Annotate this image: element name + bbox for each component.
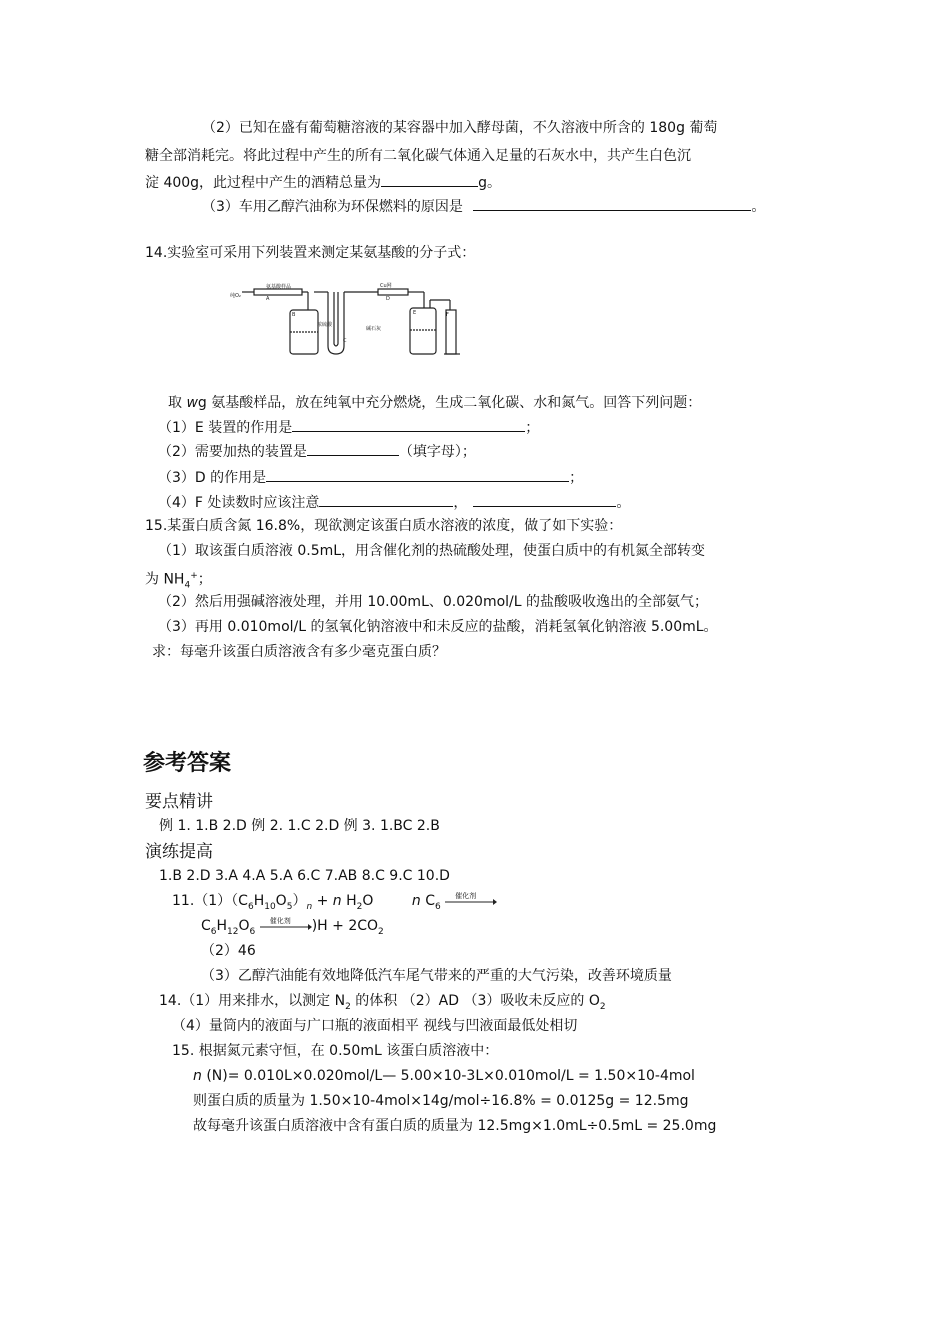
sub: 6 bbox=[210, 926, 217, 937]
answer-15-line4: 故每毫升该蛋白质溶液中含有蛋白质的质量为 12.5mg×1.0mL÷0.5mL = 25.0mg bbox=[193, 1118, 717, 1134]
q13-part2-line3 bbox=[145, 172, 501, 193]
txt: H bbox=[216, 918, 228, 934]
answers-heading: 参考答案 bbox=[143, 751, 232, 776]
txt: H bbox=[341, 893, 357, 909]
section-practice: 演练提高 bbox=[145, 842, 213, 862]
q14-intro bbox=[168, 393, 701, 413]
txt: ） bbox=[292, 893, 307, 909]
catalyst-label: 催化剂 bbox=[269, 917, 291, 925]
txt: O bbox=[238, 918, 250, 934]
q14-sub1-text: （1）E 装置的作用是 bbox=[158, 420, 293, 436]
q15-nh4-sup: + bbox=[190, 571, 198, 581]
answer-11-part1 bbox=[172, 891, 497, 917]
txt: 的体积 （2）AD （3）吸收未反应的 O bbox=[350, 993, 600, 1009]
q14-sub2-text: （2）需要加热的装置是 bbox=[158, 444, 307, 460]
answer-11-part3: （3）乙醇汽油能有效地降低汽车尾气带来的严重的大气污染，改善环境质量 bbox=[201, 968, 672, 984]
catalyst-label: 催化剂 bbox=[455, 892, 477, 900]
key-points-answers: 例 1. 1.B 2.D 例 2. 1.C 2.D 例 3. 1.BC 2.B bbox=[159, 818, 440, 834]
label-d: D bbox=[386, 296, 390, 302]
q13-part2-line3-text: 淀 400g，此过程中产生的酒精总量为 bbox=[145, 175, 382, 191]
q14-sub4-text: （4）F 处读数时应该注意 bbox=[158, 495, 320, 511]
label-e: E bbox=[413, 310, 417, 316]
q14-intro-w: w bbox=[186, 395, 198, 411]
q14-sub3-end: ； bbox=[569, 470, 584, 486]
q14-intro-pre: 取 bbox=[168, 395, 187, 411]
q14-title: 14.实验室可采用下列装置来测定某氨基酸的分子式： bbox=[145, 245, 476, 261]
q13-part3-text: （3）车用乙醇汽油称为环保燃料的原因是 bbox=[202, 199, 463, 215]
txt: )H + 2CO bbox=[311, 918, 379, 934]
label-amino-acid-sample: 氨基酸样品 bbox=[266, 284, 292, 290]
q15-question: 求：每毫升该蛋白质溶液含有多少毫克蛋白质？ bbox=[152, 644, 446, 660]
q14-intro-post: g 氨基酸样品，放在纯氧中充分燃烧，生成二氧化碳、水和氮气。回答下列问题： bbox=[197, 395, 702, 411]
label-b: B bbox=[292, 312, 296, 318]
q14-sub3 bbox=[158, 467, 583, 488]
q15-step3: （3）再用 0.010mol/L 的氢氧化钠溶液中和未反应的盐酸，消耗氢氧化钠溶液 5.00mL。 bbox=[158, 619, 718, 635]
q15-nh4-end: ； bbox=[197, 571, 212, 588]
txt: O bbox=[362, 893, 374, 909]
sub-n: n bbox=[306, 901, 313, 912]
n-coef: n bbox=[411, 893, 421, 909]
q15-nh4-sub: 4 bbox=[184, 580, 191, 591]
q13-part2-unit: g。 bbox=[478, 175, 501, 191]
sub: 2 bbox=[378, 926, 384, 937]
answer-blank[interactable] bbox=[473, 492, 616, 507]
arrow-icon bbox=[445, 894, 497, 908]
sub: 2 bbox=[599, 1001, 606, 1012]
q14-sub2-end: （填字母）； bbox=[398, 444, 476, 460]
sub: 6 bbox=[434, 901, 441, 912]
q15-step1-line1: （1）取该蛋白质溶液 0.5mL，用含催化剂的热硫酸处理，使蛋白质中的有机氮全部转变 bbox=[158, 543, 706, 559]
sub: 2 bbox=[345, 1001, 351, 1012]
q15-step2: （2）然后用强碱溶液处理，并用 10.00mL、0.020mol/L 的盐酸吸收逸出的全部氨气； bbox=[158, 594, 709, 610]
label-soda-lime: 碱石灰 bbox=[366, 326, 382, 332]
q14-sub4-comma: ， bbox=[453, 495, 468, 511]
sub: 6 bbox=[249, 926, 256, 937]
txt: 14.（1）用来排水，以测定 N bbox=[159, 993, 346, 1009]
txt: C bbox=[201, 918, 211, 934]
a11-formula: （C bbox=[231, 893, 248, 909]
sub: 12 bbox=[227, 926, 239, 937]
label-copper-mesh: Cu网 bbox=[380, 283, 392, 289]
sub: 10 bbox=[264, 901, 276, 912]
answer-15-line1: 15. 根据氮元素守恒，在 0.50mL 该蛋白质溶液中： bbox=[172, 1043, 499, 1059]
answer-blank[interactable] bbox=[319, 492, 453, 507]
q14-sub1-end: ； bbox=[525, 420, 540, 436]
answer-15-line3: 则蛋白质的质量为 1.50×10-4mol×14g/mol÷16.8% = 0.0125g = 12.5mg bbox=[193, 1093, 689, 1109]
answer-blank[interactable] bbox=[292, 417, 525, 432]
arrow-icon bbox=[260, 919, 312, 933]
txt: + bbox=[312, 893, 333, 909]
sub: 2 bbox=[356, 901, 363, 912]
q13-part2-line1: （2）已知在盛有葡萄糖溶液的某容器中加入酵母菌，不久溶液中所含的 180g 葡萄 bbox=[202, 120, 718, 136]
txt: (N)= 0.010L×0.020mol/L— 5.00×10-3L×0.010mol/L = 1.50×10-4mol bbox=[201, 1068, 695, 1084]
answer-blank[interactable] bbox=[381, 172, 478, 187]
q15-nh4-text: 为 NH bbox=[145, 571, 185, 588]
q14-sub3-text: （3）D 的作用是 bbox=[158, 470, 267, 486]
answer-blank[interactable] bbox=[266, 467, 569, 482]
apparatus-diagram bbox=[228, 280, 478, 360]
q15-title: 15.某蛋白质含氮 16.8%，现欲测定该蛋白质水溶液的浓度，做了如下实验： bbox=[145, 518, 623, 534]
label-pure-oxygen: 纯O₂ bbox=[230, 293, 241, 299]
q13-part2-line2: 糖全部消耗完。将此过程中产生的所有二氧化碳气体通入足量的石灰水中，共产生白色沉 bbox=[145, 148, 691, 164]
answer-14-line2: （4）量筒内的液面与广口瓶的液面相平 视线与凹液面最低处相切 bbox=[172, 1018, 578, 1034]
answer-blank[interactable] bbox=[473, 196, 751, 211]
txt: H bbox=[253, 893, 265, 909]
label-c: C bbox=[343, 338, 347, 344]
answer-14-line1 bbox=[159, 991, 606, 1017]
label-f: F bbox=[446, 312, 449, 318]
txt: C bbox=[420, 893, 435, 909]
practice-answers: 1.B 2.D 3.A 4.A 5.A 6.C 7.AB 8.C 9.C 10.D bbox=[159, 868, 450, 884]
reaction-arrow-2 bbox=[260, 919, 312, 933]
sub: 6 bbox=[247, 901, 254, 912]
answer-11-line2 bbox=[201, 916, 384, 942]
a11-num: 11.（1） bbox=[172, 893, 232, 909]
q14-sub1 bbox=[158, 417, 539, 438]
answer-15-line2 bbox=[193, 1066, 695, 1086]
txt: O bbox=[275, 893, 287, 909]
sub: 5 bbox=[286, 901, 293, 912]
label-conc-sulfuric-acid: 浓硫酸 bbox=[317, 322, 333, 328]
n-coef: n bbox=[332, 893, 342, 909]
section-key-points: 要点精讲 bbox=[145, 792, 213, 812]
q13-part3-end: 。 bbox=[751, 199, 766, 215]
answer-11-part2: （2）46 bbox=[201, 943, 256, 959]
label-a: A bbox=[266, 296, 270, 302]
q13-part3 bbox=[202, 196, 765, 217]
reaction-arrow-1 bbox=[445, 894, 497, 908]
q14-sub2 bbox=[158, 441, 476, 462]
q14-sub4 bbox=[158, 492, 630, 513]
answer-blank[interactable] bbox=[307, 441, 399, 456]
n-symbol: n bbox=[193, 1068, 202, 1084]
q14-sub4-end: 。 bbox=[616, 495, 631, 511]
